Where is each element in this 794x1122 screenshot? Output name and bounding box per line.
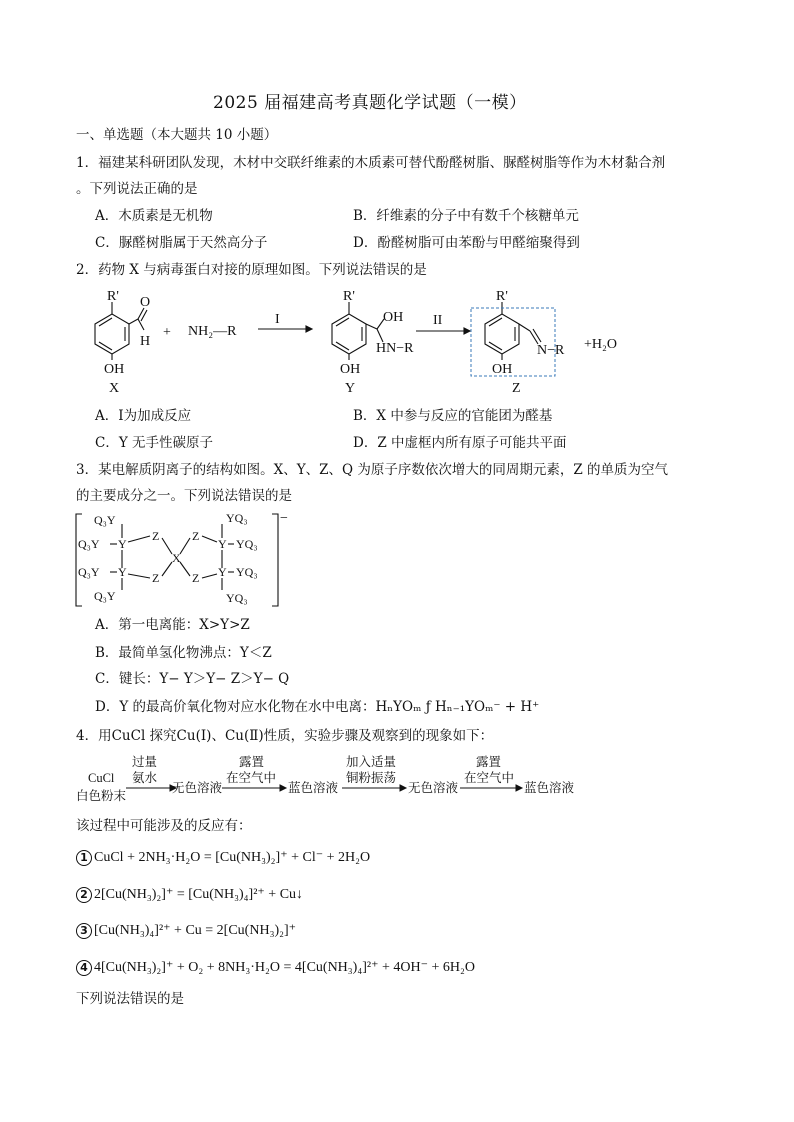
reaction-2-number: 2 xyxy=(76,887,92,903)
anion-structure xyxy=(72,510,292,610)
q3-option-d: D．Y 的最高价氧化物对应水化物在水中电离：HₙYOₘ ƒ Hₙ₋₁YOₘ⁻ + H⁺ xyxy=(95,699,540,715)
atom-z-4: Z xyxy=(192,571,200,585)
reaction-1-number: 1 xyxy=(76,850,92,866)
q3-stem-line2: 的主要成分之一。下列说法错误的是 xyxy=(76,488,292,504)
amine-reagent: NH₂—R xyxy=(188,324,237,339)
label-y: Y xyxy=(345,381,356,396)
reaction-scheme xyxy=(60,286,660,398)
q1-option-a: A．木质素是无机物 xyxy=(95,208,213,224)
reaction-1-equation: CuCl + 2NH₃·H₂O = [Cu(NH₃)₂]⁺ + Cl⁻ + 2H₂O xyxy=(94,850,371,865)
q1-stem-line2: 。下列说法正确的是 xyxy=(76,181,198,197)
q3-stem-line1: 3．某电解质阴离子的结构如图。X、Y、Z、Q 为原子序数依次增大的同周期元素，Z 的单质为空气 xyxy=(76,462,669,478)
q2-option-d: D．Z 中虚框内所有原子可能共平面 xyxy=(353,435,567,451)
reaction-3-equation: [Cu(NH₃)₄]²⁺ + Cu = 2[Cu(NH₃)₂]⁺ xyxy=(94,923,297,938)
flow-a3-bottom: 铜粉振荡 xyxy=(346,771,397,785)
z-n-r: N−R xyxy=(537,343,565,358)
z-r-prime: R' xyxy=(496,289,508,304)
flow-a2-top: 露置 xyxy=(239,755,265,769)
q2-stem: 2．药物 X 与病毒蛋白对接的原理如图。下列说法错误的是 xyxy=(76,262,427,278)
sub-yq3-4: YQ₃ xyxy=(226,591,248,605)
sub-q3y-1: Q₃Y xyxy=(94,513,116,527)
flow-a3-top: 加入适量 xyxy=(346,755,397,769)
atom-z-1: Z xyxy=(152,529,160,543)
flow-p1: 无色溶液 xyxy=(172,781,223,795)
sub-q3y-3: Q₃Y xyxy=(78,565,100,579)
flow-a1-top: 过量 xyxy=(132,755,158,769)
q4-intro: 该过程中可能涉及的反应有： xyxy=(76,818,252,834)
reaction-4 xyxy=(76,959,475,976)
flow-a2-bottom: 在空气中 xyxy=(226,771,277,785)
atom-y-4: Y xyxy=(218,565,227,579)
atom-y-1: Y xyxy=(118,537,127,551)
reaction-4-number: 4 xyxy=(76,960,92,976)
sub-yq3-1: YQ₃ xyxy=(226,511,248,525)
reaction-4-equation: 4[Cu(NH₃)₂]⁺ + O₂ + 8NH₃·H₂O = 4[Cu(NH₃)₄]²⁺ + 4OH⁻ + 6H₂O xyxy=(94,960,475,975)
q1-option-d: D．酚醛树脂可由苯酚与甲醛缩聚得到 xyxy=(353,235,580,251)
flow-a4-top: 露置 xyxy=(476,755,502,769)
flow-a4-bottom: 在空气中 xyxy=(464,771,515,785)
q3-option-c: C．键长：Y− Y＞Y− Z＞Y− Q xyxy=(95,671,290,687)
reaction-2-equation: 2[Cu(NH₃)₂]⁺ = [Cu(NH₃)₄]²⁺ + Cu↓ xyxy=(94,887,304,902)
section-heading: 一、单选题（本大题共 10 小题） xyxy=(76,127,278,143)
x-aldehyde-o: O xyxy=(140,295,151,310)
q2-option-a: A．Ⅰ为加成反应 xyxy=(95,408,192,424)
q4-closing: 下列说法错误的是 xyxy=(76,991,184,1007)
z-oh: OH xyxy=(492,362,513,377)
sub-q3y-2: Q₃Y xyxy=(78,537,100,551)
flow-start-bottom: 白色粉末 xyxy=(76,789,127,803)
sub-yq3-3: YQ₃ xyxy=(236,565,258,579)
page-title: 2025 届福建高考真题化学试题（一模） xyxy=(213,93,527,113)
y-r-prime: R' xyxy=(343,289,355,304)
atom-z-2: Z xyxy=(152,571,160,585)
charge: − xyxy=(280,511,288,526)
q4-stem: 4．用CuCl 探究Cu(Ⅰ)、Cu(Ⅱ)性质，实验步骤及观察到的现象如下： xyxy=(76,728,494,744)
water-product: +H₂O xyxy=(584,337,617,352)
flow-p4: 蓝色溶液 xyxy=(524,781,575,795)
flow-p3: 无色溶液 xyxy=(408,781,459,795)
q1-option-b: B．纤维素的分子中有数千个核糖单元 xyxy=(353,208,579,224)
x-oh: OH xyxy=(104,362,125,377)
reaction-1 xyxy=(76,849,370,866)
q3-option-b: B．最简单氢化物沸点：Y＜Z xyxy=(95,645,272,661)
y-oh-top: OH xyxy=(383,310,404,325)
q3-option-a: A．第一电离能：X>Y>Z xyxy=(95,617,250,633)
atom-y-3: Y xyxy=(218,537,227,551)
y-hn-r: HN−R xyxy=(376,341,414,356)
step-2-label: II xyxy=(433,313,443,328)
reaction-3-number: 3 xyxy=(76,923,92,939)
y-oh: OH xyxy=(340,362,361,377)
label-x: X xyxy=(109,381,120,396)
label-z: Z xyxy=(512,381,521,396)
flow-a1-bottom: 氨水 xyxy=(132,771,158,785)
q2-option-c: C．Y 无手性碳原子 xyxy=(95,435,214,451)
q2-option-b: B．X 中参与反应的官能团为醛基 xyxy=(353,408,553,424)
sub-q3y-4: Q₃Y xyxy=(94,589,116,603)
sub-yq3-2: YQ₃ xyxy=(236,537,258,551)
flow-start-top: CuCl xyxy=(88,771,115,785)
reaction-2 xyxy=(76,886,303,903)
q1-option-c: C．脲醛树脂属于天然高分子 xyxy=(95,235,268,251)
x-aldehyde-h: H xyxy=(140,334,151,349)
step-1-label: I xyxy=(275,312,280,327)
experiment-flow xyxy=(74,752,594,806)
plus-sign: + xyxy=(163,325,171,340)
atom-z-3: Z xyxy=(192,529,200,543)
flow-p2: 蓝色溶液 xyxy=(288,781,339,795)
reaction-3 xyxy=(76,922,296,939)
atom-x: X xyxy=(172,551,181,565)
x-r-prime: R' xyxy=(107,289,119,304)
atom-y-2: Y xyxy=(118,565,127,579)
q1-stem-line1: 1．福建某科研团队发现，木材中交联纤维素的木质素可替代酚醛树脂、脲醛树脂等作为木材黏合剂 xyxy=(76,155,666,171)
